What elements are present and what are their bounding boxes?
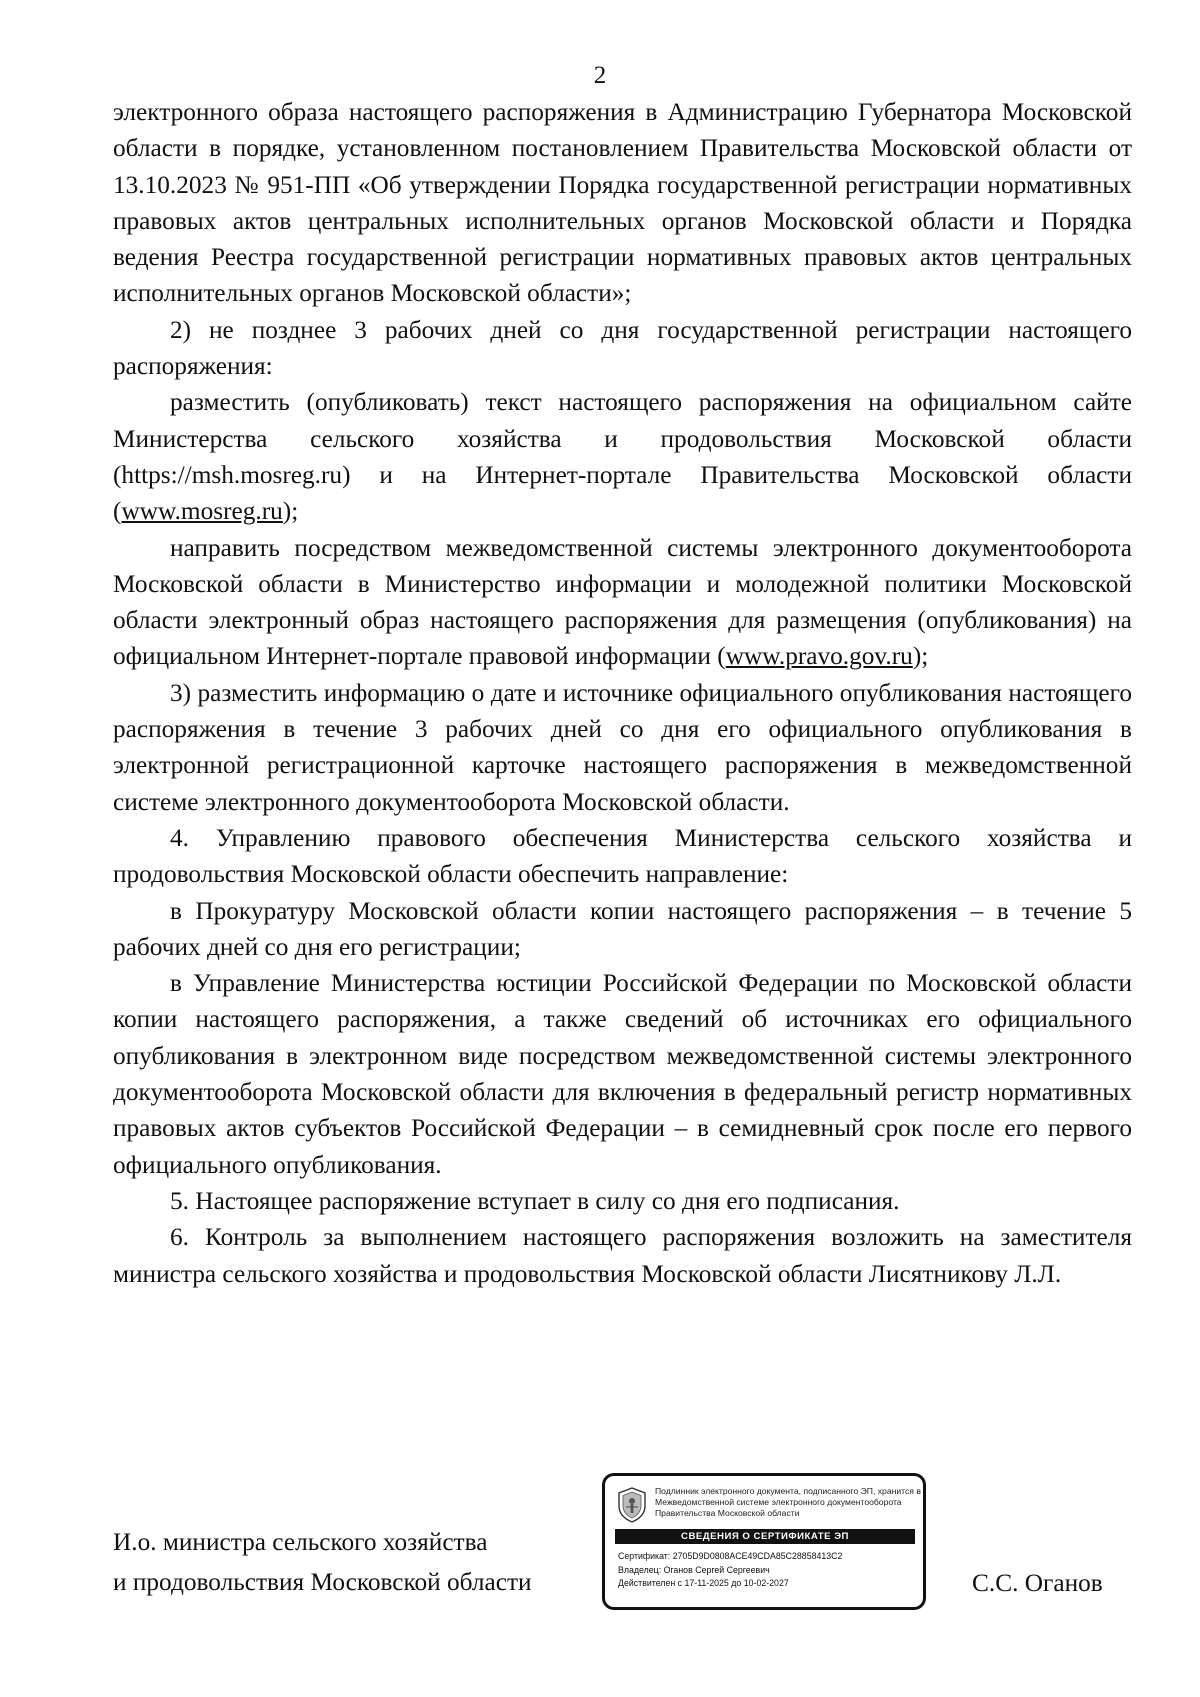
mosreg-link[interactable]: www.mosreg.ru — [121, 497, 283, 526]
document-body — [113, 94, 1132, 1292]
stamp-certificate: Сертификат: 2705D9D0808ACE49CDA85C28858413C2 — [618, 1551, 843, 1561]
signatory-title-line1: И.о. министра сельского хозяйства — [113, 1528, 488, 1556]
stamp-details — [618, 1550, 918, 1591]
paragraph-send-pravo — [113, 530, 1132, 675]
stamp-note: Подлинник электронного документа, подписанного ЭП, хранится в Межведомственной системе электронного документооборота Правительства Московской области — [655, 1486, 921, 1518]
paragraph-publish-site-end: ); — [282, 497, 299, 526]
paragraph-justice: в Управление Министерства юстиции Российской Федерации по Московской области копии настоящего распоряжения, а также сведений об источниках его официального опубликования в электронном виде посредством межведомственной системы электронного документооборота Московской области для включения в федеральный регистр нормативных правовых актов субъектов Российской Федерации – в семидневный срок после его первого официального опубликования. — [113, 969, 1132, 1179]
signatory-name: С.С. Оганов — [972, 1569, 1103, 1597]
paragraph-continuation: электронного образа настоящего распоряжения в Администрацию Губернатора Московской области в порядке, установленном постановлением Правительства Московской области от 13.10.2023 № 951-ПП «Об утверждении Порядка государственной регистрации нормативных правовых актов центральных исполнительных органов Московской области и Порядка ведения Реестра государственной регистрации нормативных правовых актов центральных исполнительных органов Московской области»; — [113, 98, 1132, 308]
paragraph-item-3: 3) разместить информацию о дате и источнике официального опубликования настоящего распоряжения в течение 3 рабочих дней со дня его официального опубликования в электронной регистрационной карточке настоящего распоряжения в межведомственной системе электронного документооборота Московской области. — [113, 678, 1132, 816]
stamp-valid: Действителен с 17-11-2025 до 10-02-2027 — [618, 1578, 789, 1588]
electronic-signature-stamp — [602, 1473, 926, 1610]
signatory-title-line2: и продовольствия Московской области — [113, 1568, 532, 1596]
paragraph-item-2: 2) не позднее 3 рабочих дней со дня государственной регистрации настоящего распоряжения: — [113, 315, 1132, 381]
paragraph-publish-site — [113, 384, 1132, 529]
paragraph-send-pravo-text: направить посредством межведомственной системы электронного документооборота Московской области в Министерство информации и молодежной политики Московской области электронный образ настоящего распоряжения для размещения (опубликования) на официальном Интернет-портале правовой информации ( — [113, 533, 1132, 671]
pravo-link[interactable]: www.pravo.gov.ru — [725, 642, 913, 671]
coat-of-arms-icon — [615, 1486, 649, 1524]
paragraph-prosecutor: в Прокуратуру Московской области копии настоящего распоряжения – в течение 5 рабочих дней со дня его регистрации; — [113, 896, 1132, 961]
page-number: 2 — [593, 62, 607, 89]
paragraph-item-6: 6. Контроль за выполнением настоящего распоряжения возложить на заместителя министра сельского хозяйства и продовольствия Московской области Лисятникову Л.Л. — [113, 1223, 1132, 1288]
paragraph-item-5: 5. Настоящее распоряжение вступает в силу со дня его подписания. — [170, 1186, 900, 1215]
stamp-header: СВЕДЕНИЯ О СЕРТИФИКАТЕ ЭП — [615, 1529, 915, 1544]
paragraph-publish-site-text: разместить (опубликовать) текст настоящего распоряжения на официальном сайте Министерства сельского хозяйства и продовольствия Московской области (https://msh.mosreg.ru) и на Интернет-портале Правительства Московской области ( — [113, 388, 1132, 526]
stamp-owner: Владелец: Оганов Сергей Сергеевич — [618, 1564, 770, 1575]
paragraph-send-pravo-end: ); — [912, 642, 929, 671]
paragraph-item-4: 4. Управлению правового обеспечения Министерства сельского хозяйства и продовольствия Московской области обеспечить направление: — [113, 823, 1132, 889]
signatory-title — [113, 1522, 532, 1602]
